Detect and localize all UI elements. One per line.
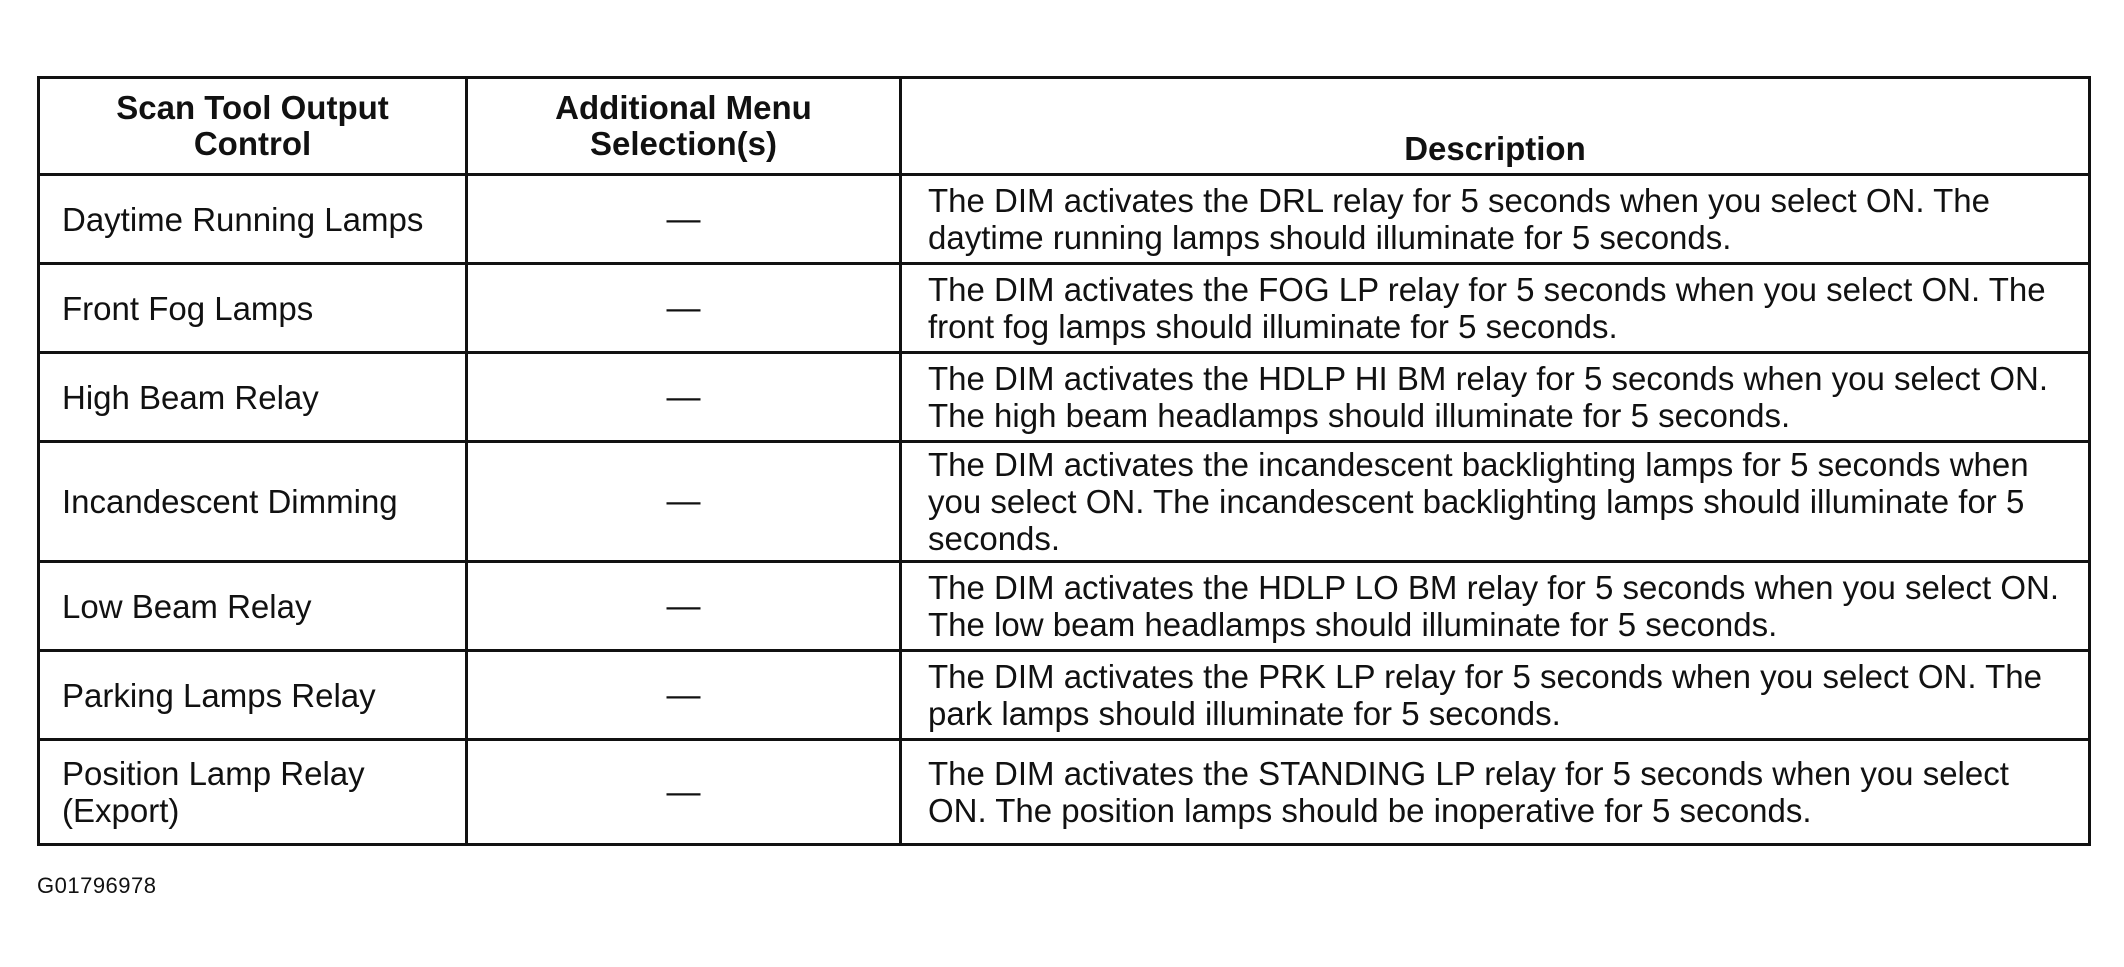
row-menu-cell: — bbox=[468, 652, 902, 741]
row-description-cell: The DIM activates the HDLP LO BM relay for 5 seconds when you select ON. The low beam headlamps should illuminate for 5 seconds. bbox=[902, 563, 2088, 652]
row-control-cell: Position Lamp Relay (Export) bbox=[40, 741, 468, 843]
row-control-cell: Daytime Running Lamps bbox=[40, 176, 468, 265]
row-control-cell: High Beam Relay bbox=[40, 354, 468, 443]
row-description-cell: The DIM activates the FOG LP relay for 5 seconds when you select ON. The front fog lamps should illuminate for 5 seconds. bbox=[902, 265, 2088, 354]
row-control-cell: Parking Lamps Relay bbox=[40, 652, 468, 741]
header-control-line1: Scan Tool Output bbox=[116, 89, 389, 126]
row-description-cell: The DIM activates the DRL relay for 5 seconds when you select ON. The daytime running lamps should illuminate for 5 seconds. bbox=[902, 176, 2088, 265]
row-description-cell: The DIM activates the HDLP HI BM relay for 5 seconds when you select ON. The high beam headlamps should illuminate for 5 seconds. bbox=[902, 354, 2088, 443]
row-control-cell: Low Beam Relay bbox=[40, 563, 468, 652]
header-menu-line2: Selection(s) bbox=[589, 125, 778, 162]
row-control-cell: Front Fog Lamps bbox=[40, 265, 468, 354]
row-control-cell: Incandescent Dimming bbox=[40, 443, 468, 563]
header-scan-tool-output-control bbox=[40, 79, 468, 176]
row-description-cell: The DIM activates the incandescent backlighting lamps for 5 seconds when you select ON. The incandescent backlighting lamps should illuminate for 5 seconds. bbox=[902, 443, 2088, 563]
output-control-table bbox=[37, 76, 2091, 846]
row-description-cell: The DIM activates the PRK LP relay for 5 seconds when you select ON. The park lamps should illuminate for 5 seconds. bbox=[902, 652, 2088, 741]
header-additional-menu-selections bbox=[468, 79, 902, 176]
row-menu-cell: — bbox=[468, 563, 902, 652]
header-control-line2: Control bbox=[193, 125, 312, 162]
header-description: Description bbox=[902, 79, 2088, 176]
row-menu-cell: — bbox=[468, 265, 902, 354]
figure-id: G01796978 bbox=[37, 873, 157, 898]
header-menu-line1: Additional Menu bbox=[555, 89, 812, 126]
row-menu-cell: — bbox=[468, 354, 902, 443]
row-menu-cell: — bbox=[468, 176, 902, 265]
row-menu-cell: — bbox=[468, 443, 902, 563]
row-menu-cell: — bbox=[468, 741, 902, 843]
row-description-cell: The DIM activates the STANDING LP relay for 5 seconds when you select ON. The position lamps should be inoperative for 5 seconds. bbox=[928, 755, 2009, 829]
